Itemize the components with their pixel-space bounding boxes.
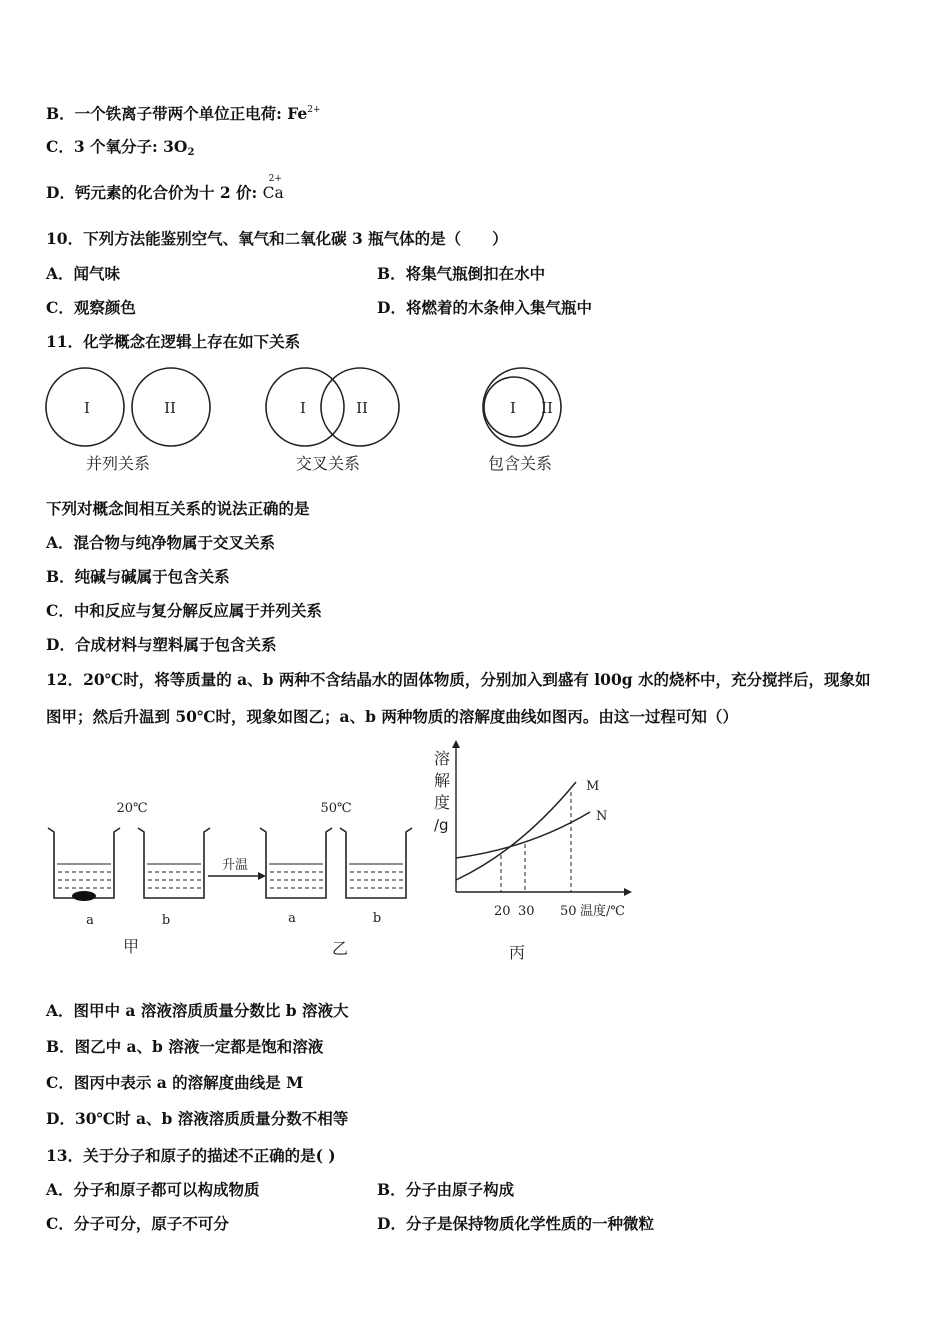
curve-n <box>456 812 590 858</box>
q11-option-c: C．中和反应与复分解反应属于并列关系 <box>46 601 322 620</box>
q12-option-a: A．图甲中 a 溶液溶质质量分数比 b 溶液大 <box>46 1001 349 1020</box>
y-label-4: /g <box>434 816 449 834</box>
q12-option-d: D．30℃时 a、b 溶液溶质质量分数不相等 <box>46 1109 349 1128</box>
y-label-2: 解 <box>434 771 451 790</box>
concept-relation-diagram <box>40 362 600 482</box>
q13-option-c: C．分子可分，原子不可分 <box>46 1214 229 1233</box>
temp-label-50: 50℃ <box>320 801 352 816</box>
label-m: M <box>586 779 600 794</box>
q10-stem: 10．下列方法能鉴别空气、氧气和二氧化碳 3 瓶气体的是（ ） <box>46 229 508 248</box>
q11-stem: 11．化学概念在逻辑上存在如下关系 <box>46 332 301 351</box>
q10-option-a: A．闻气味 <box>46 264 121 283</box>
q13-stem: 13．关于分子和原子的描述不正确的是( ) <box>46 1146 336 1165</box>
label-yi-b: b <box>372 911 382 926</box>
solubility-curve-chart <box>430 740 650 970</box>
caption-jia: 甲 <box>122 937 140 956</box>
q12-option-b: B．图乙中 a、b 溶液一定都是饱和溶液 <box>46 1037 324 1056</box>
beaker-jia-b <box>138 828 210 898</box>
q11-option-a: A．混合物与纯净物属于交叉关系 <box>46 533 276 552</box>
q12-option-c: C．图丙中表示 a 的溶解度曲线是 M <box>46 1073 304 1092</box>
tick-20: 20 <box>494 904 511 919</box>
valence-superscript: 2+ <box>268 174 282 184</box>
label-jia-a: a <box>86 913 94 928</box>
q13-option-a: A．分子和原子都可以构成物质 <box>46 1180 260 1199</box>
label-n: N <box>596 809 608 824</box>
label-yi-a: a <box>288 911 296 926</box>
q11-option-d: D．合成材料与塑料属于包含关系 <box>46 635 277 654</box>
q10-option-c: C．观察颜色 <box>46 298 136 317</box>
q13-option-b: B．分子由原子构成 <box>377 1180 515 1199</box>
label-jia-b: b <box>161 913 171 928</box>
contain-label-ii: II <box>541 399 553 417</box>
undissolved-solid <box>72 891 96 901</box>
q11-question: 下列对概念间相互关系的说法正确的是 <box>46 499 310 518</box>
caption-yi: 乙 <box>331 939 349 958</box>
y-label-1: 溶 <box>434 749 451 768</box>
beaker-yi-b <box>340 828 412 898</box>
intersect-label-i: I <box>300 399 306 417</box>
temp-label-20: 20℃ <box>116 801 148 816</box>
beaker-figure <box>40 790 440 970</box>
x-axis-label: 温度/℃ <box>580 904 625 919</box>
y-label-3: 度 <box>434 793 451 812</box>
caption-intersect: 交叉关系 <box>295 454 361 473</box>
parallel-label-i: I <box>84 399 90 417</box>
intersect-label-ii: II <box>356 399 368 417</box>
q12-stem-line1: 12．20℃时，将等质量的 a、b 两种不含结晶水的固体物质，分别加入到盛有 l00g 水的烧杯中，充分搅拌后，现象如 <box>46 670 871 689</box>
q9-option-b: B．一个铁离子带两个单位正电荷: $Fe^{2+}$ <box>46 104 321 123</box>
contain-label-i: I <box>510 399 516 417</box>
q13-option-d: D．分子是保持物质化学性质的一种微粒 <box>377 1214 654 1233</box>
q12-stem-line2: 图甲；然后升温到 50℃时，现象如图乙；a、b 两种物质的溶解度曲线如图丙。由这一过程可知（） <box>46 707 738 726</box>
tick-30: 30 <box>518 904 535 919</box>
beaker-yi-a <box>260 828 332 898</box>
q9-option-c: C．3 个氧分子: $3O_2$ <box>46 137 195 158</box>
q11-option-b: B．纯碱与碱属于包含关系 <box>46 567 230 586</box>
curve-m <box>456 782 576 880</box>
beaker-jia-a <box>48 828 120 901</box>
arrow-label: 升温 <box>222 858 249 873</box>
q10-option-d: D．将燃着的木条伸入集气瓶中 <box>377 298 592 317</box>
tick-50: 50 <box>560 904 577 919</box>
q10-option-b: B．将集气瓶倒扣在水中 <box>377 264 546 283</box>
caption-parallel: 并列关系 <box>85 454 151 473</box>
caption-contain: 包含关系 <box>487 454 553 473</box>
q9-option-d: D．钙元素的化合价为十 2 价: 2+ Ca <box>46 183 284 203</box>
parallel-label-ii: II <box>164 399 176 417</box>
caption-bing: 丙 <box>508 943 526 962</box>
